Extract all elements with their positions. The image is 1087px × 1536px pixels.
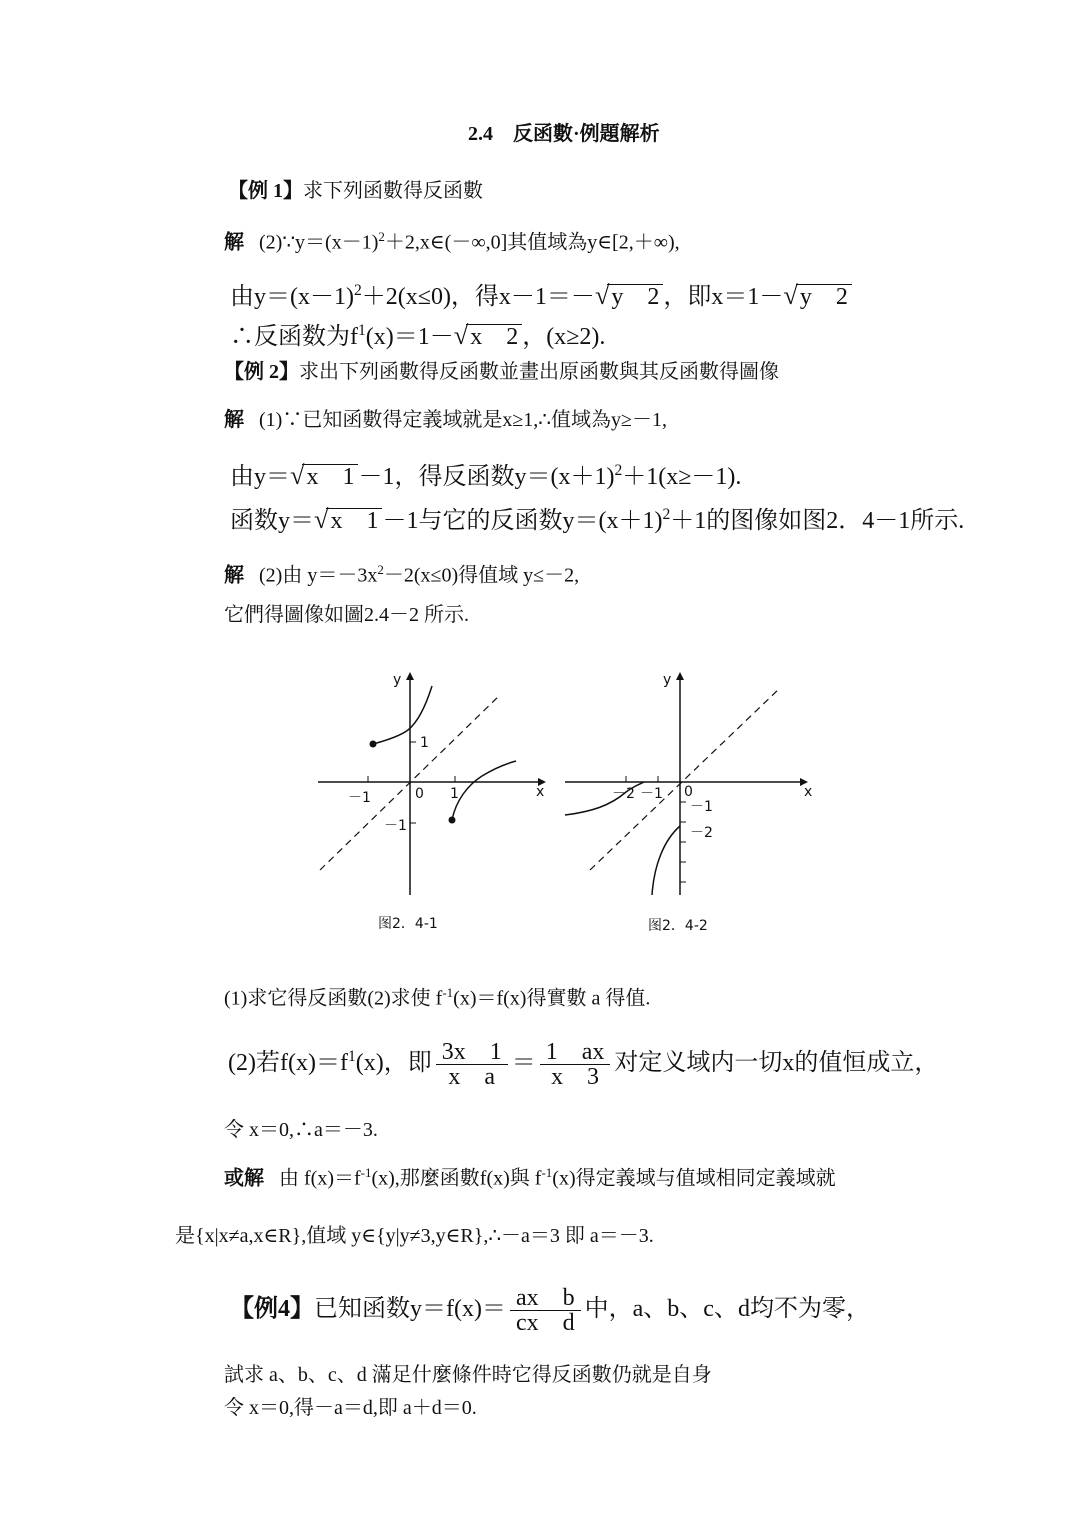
page-title: 2.4 反函數·例題解析	[468, 123, 660, 145]
formula-text: (x)＝1－	[365, 324, 454, 350]
formula-text: (x),那麼函數f(x)與 f	[371, 1167, 542, 1190]
example-3-solution-line3: 令 x＝0,∴a＝－3.	[224, 1119, 378, 1141]
formula-text: ＋2(x≤0)，得x－1＝－	[361, 284, 595, 310]
formula-text: (2)若f(x)＝f	[228, 1050, 348, 1077]
example-4-line3: 令 x＝0,得－a＝d,即 a＋d＝0.	[224, 1397, 477, 1419]
fraction-denominator: x 3	[551, 1064, 600, 1090]
formula-text: ＝	[511, 1050, 536, 1077]
example-2-heading	[224, 362, 779, 382]
superscript: 2	[614, 462, 623, 479]
fraction-numerator: 3x 1	[436, 1040, 508, 1065]
tick-label: 1	[420, 735, 429, 751]
superscript: 1	[358, 322, 366, 339]
formula-text: ，即x＝1－	[663, 284, 784, 310]
radical-sign: √	[594, 280, 610, 310]
example-3-alt-solution-line2: 是{x|x≠a,x∈R},值域 y∈{y|y≠3,y∈R},∴－a＝3 即 a＝－3.	[175, 1225, 654, 1247]
radical-sign: √	[314, 504, 329, 534]
fraction	[510, 1286, 581, 1335]
example-4-label: 【例4】	[230, 1296, 314, 1323]
y-axis-arrow-icon	[406, 672, 414, 680]
tick-label: －1	[690, 799, 713, 815]
solution-label: 解	[224, 231, 244, 254]
curve-original-function	[652, 826, 680, 895]
example-2-solution-line1	[224, 410, 667, 430]
example-2-solution2-line2: 它們得圖像如圖2.4－2 所示.	[224, 604, 469, 626]
superscript: 2	[378, 229, 385, 244]
solution-label: 解	[224, 564, 244, 587]
example-2-solution-line2	[230, 462, 741, 489]
formula-text: (1)求它得反函數(2)求使 f	[224, 987, 443, 1010]
fraction-numerator: 1 ax	[540, 1040, 611, 1065]
formula-text: 对定义域内一切x的值恒成立，	[614, 1050, 939, 1077]
tick-label: －1	[384, 818, 407, 834]
radicand: x 1	[302, 464, 358, 489]
formula-text: ＋1的图像如图2．4－1所示.	[670, 508, 965, 534]
formula-text: 已知函数y＝f(x)＝	[314, 1296, 506, 1323]
example-1-solution-line2	[230, 282, 852, 309]
formula-text: (2)由 y＝－3x	[259, 564, 378, 587]
figure-caption: 图2．4-2	[648, 918, 708, 934]
formula-text: 由y＝	[230, 464, 290, 490]
formula-text: 函数y＝	[230, 508, 314, 534]
formula-text: ，(x≥2).	[522, 324, 606, 350]
y-axis-label: y	[663, 672, 672, 688]
fraction	[436, 1040, 508, 1089]
example-1-text: 求下列函數得反函數	[303, 180, 483, 202]
example-3-solution-line2	[228, 1040, 938, 1089]
example-1-solution-line1	[224, 230, 680, 253]
example-2-text: 求出下列函數得反函數並畫出原函數與其反函數得圖像	[299, 361, 779, 383]
example-2-solution-line3	[230, 506, 964, 533]
example-4-line2: 試求 a、b、c、d 滿足什麼條件時它得反函數仍就是自身	[224, 1364, 712, 1386]
figure-2-4-2	[560, 660, 830, 950]
example-1-heading	[228, 181, 483, 201]
superscript: -1	[541, 1165, 553, 1180]
superscript: 2	[353, 282, 362, 299]
y-axis-arrow-icon	[676, 672, 684, 680]
example-1-label: 【例 1】	[228, 180, 303, 202]
example-4-heading	[230, 1286, 870, 1335]
formula-text: 由 f(x)＝f	[279, 1167, 361, 1190]
formula-text: －1与它的反函数y＝(x＋1)	[382, 508, 663, 534]
figure-2-4-1	[300, 660, 560, 950]
formula-text: (2)∵y＝(x－1)	[259, 231, 379, 254]
tick-label: －1	[640, 786, 663, 802]
formula-text: (x)得定義域与值域相同定義域就	[552, 1167, 836, 1190]
formula-text: (x)，即	[355, 1050, 432, 1077]
example-1-solution-line3	[230, 322, 605, 349]
example-2-label: 【例 2】	[224, 361, 299, 383]
x-axis-label: x	[804, 784, 813, 800]
radical-sign: √	[783, 280, 798, 310]
formula-text: (x)＝f(x)得實數 a 得值.	[453, 987, 651, 1010]
y-axis-label: y	[393, 672, 402, 688]
superscript: 2	[377, 562, 384, 577]
endpoint-dot	[449, 817, 456, 824]
example-3-alt-solution-line1	[224, 1166, 836, 1189]
radicand: x 1	[326, 508, 382, 533]
solution-label: 解	[224, 409, 244, 431]
example-3-question	[224, 986, 650, 1009]
fraction	[540, 1040, 611, 1089]
fraction-numerator: ax b	[510, 1286, 581, 1311]
line-y-equals-x	[590, 688, 780, 870]
formula-text: ∴反函数为f	[230, 324, 358, 350]
figure-caption: 图2．4-1	[378, 916, 438, 932]
formula-text: ＋1(x≥－1).	[622, 464, 742, 490]
tick-label: 0	[415, 786, 424, 802]
tick-label: 1	[450, 786, 459, 802]
example-2-solution2-line1	[224, 563, 579, 586]
formula-text: －1，得反函数y＝(x＋1)	[358, 464, 615, 490]
radical-sign: √	[453, 320, 469, 350]
superscript: 2	[662, 506, 671, 523]
superscript: -1	[360, 1165, 372, 1180]
tick-label: 0	[684, 784, 693, 800]
superscript: 1	[347, 1048, 356, 1066]
radicand: x 2	[466, 324, 522, 349]
tick-label: －2	[690, 825, 713, 841]
tick-label: －1	[348, 790, 371, 806]
radicand: y 2	[607, 284, 663, 309]
formula-text: ＋2,x∈(－∞,0]其值域為y∈[2,＋∞),	[384, 231, 680, 254]
endpoint-dot	[370, 741, 377, 748]
fraction-denominator: x a	[448, 1064, 496, 1090]
formula-text: 由y＝(x－1)	[230, 284, 354, 310]
formula-text: －2(x≤0)得值域 y≤－2,	[383, 564, 580, 587]
x-axis-label: x	[536, 784, 545, 800]
fraction-denominator: cx d	[515, 1310, 575, 1336]
curve-original-function	[452, 761, 516, 820]
alt-solution-label: 或解	[224, 1167, 264, 1190]
superscript: -1	[442, 985, 454, 1000]
tick-label: －2	[612, 786, 635, 802]
radicand: y 2	[796, 284, 852, 309]
radical-sign: √	[290, 460, 305, 490]
formula-text: 中，a、b、c、d均不为零，	[584, 1296, 870, 1323]
formula-text: (1)∵已知函數得定義域就是x≥1,∴值域為y≥－1,	[259, 409, 667, 431]
